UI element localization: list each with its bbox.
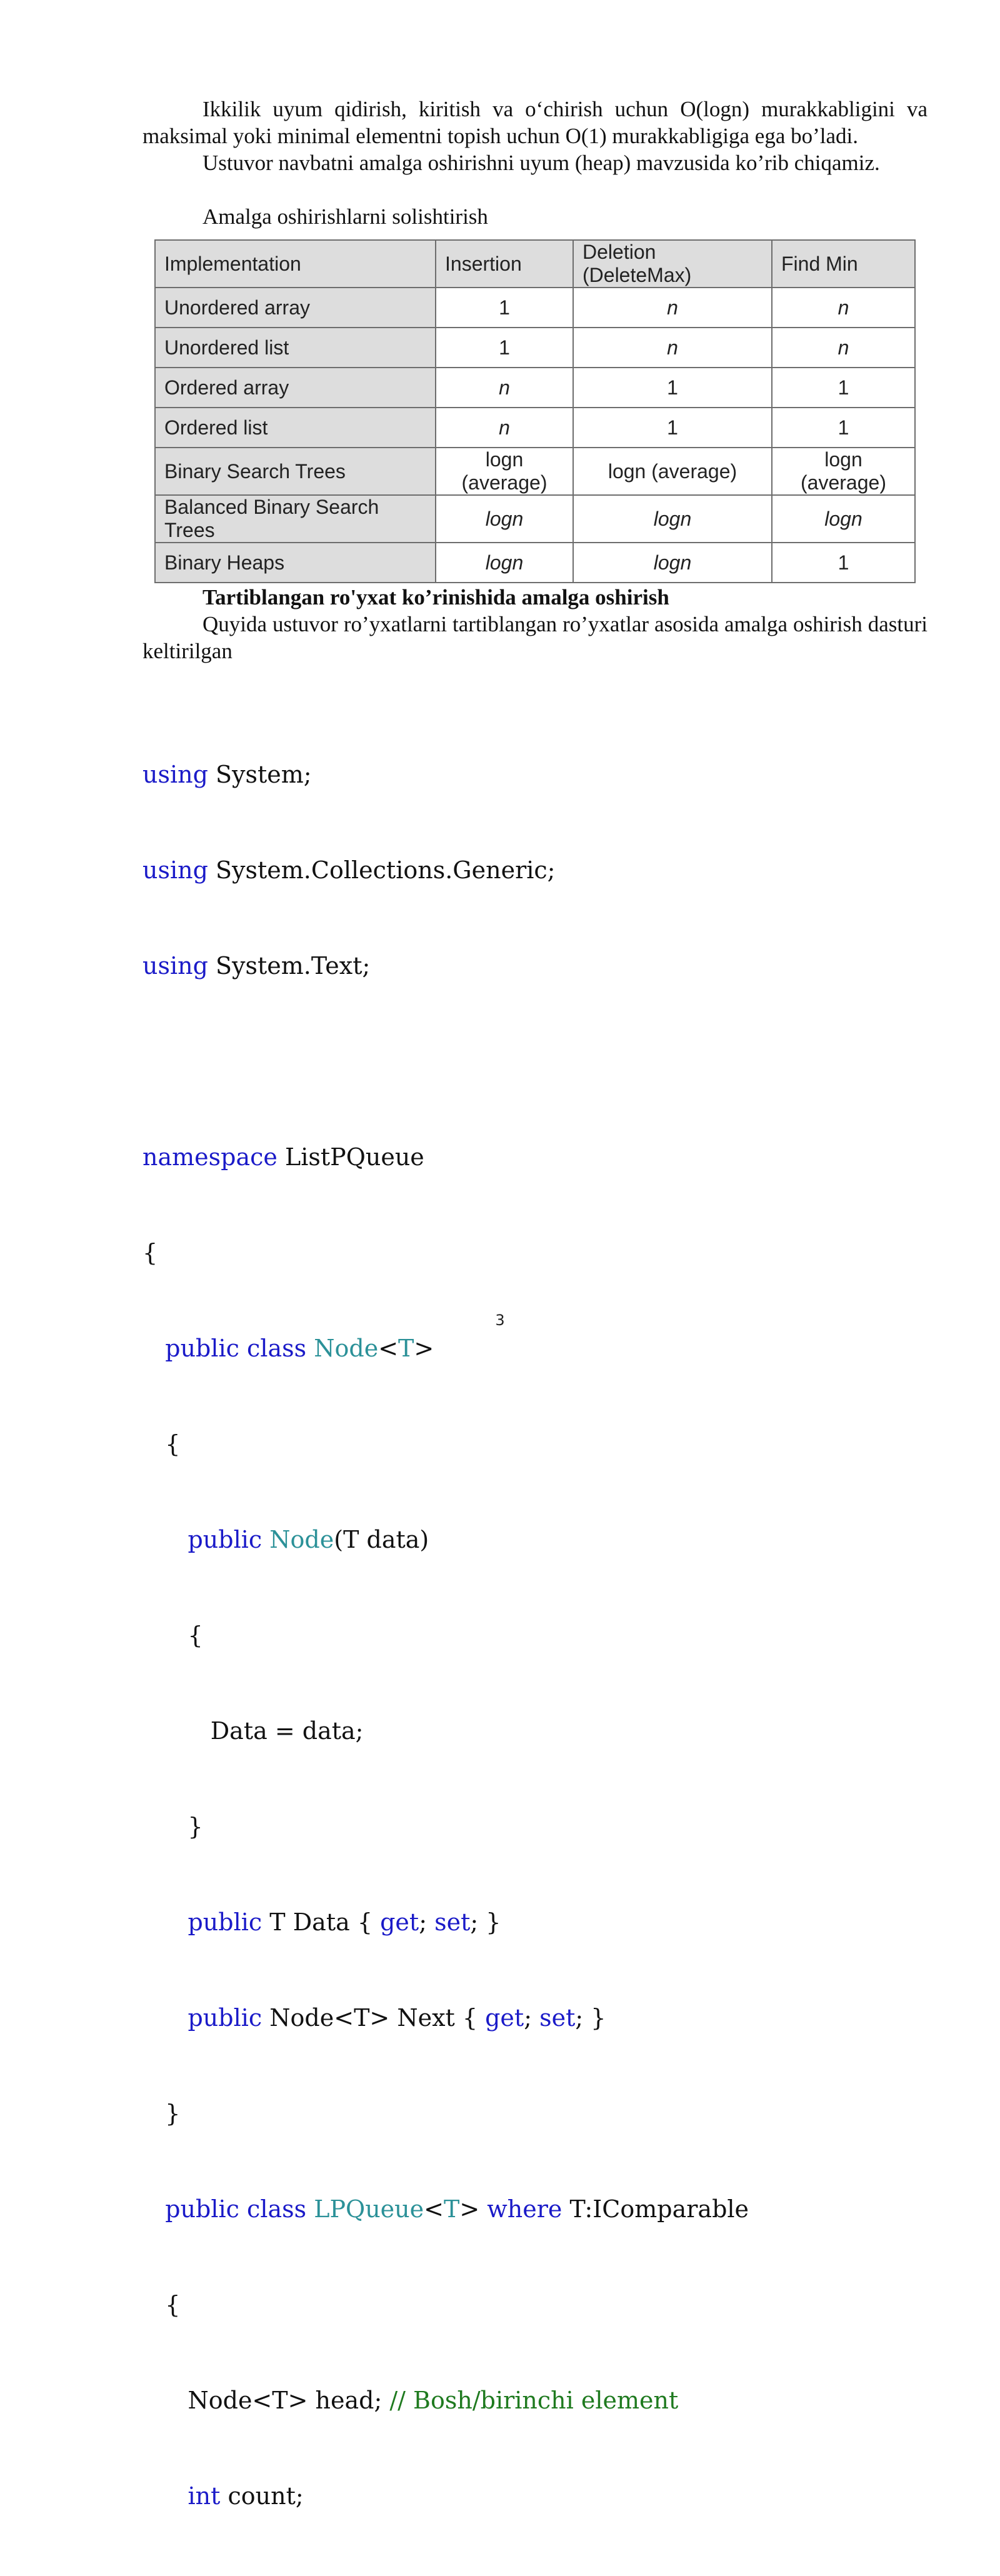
cell-find-min: 1 (772, 368, 915, 408)
code-keyword: set (539, 2004, 576, 2032)
table-row (155, 408, 915, 448)
code-line (142, 2385, 749, 2417)
code-line (142, 2289, 749, 2321)
cell-deletion: logn (573, 495, 772, 543)
table-header-row (155, 240, 915, 288)
cell-find-min: logn (772, 495, 915, 543)
cell-deletion: 1 (573, 368, 772, 408)
code-line (142, 950, 749, 982)
cell-find-min: n (772, 328, 915, 368)
header-deletion: Deletion (DeleteMax) (573, 240, 772, 288)
code-keyword: public (188, 1526, 262, 1553)
table-row (155, 543, 915, 583)
code-text: > (459, 2195, 488, 2223)
cell-insertion: n (436, 368, 573, 408)
cell-implementation: Ordered array (155, 368, 436, 408)
code-line (142, 1428, 749, 1460)
code-keyword: public class (165, 1335, 307, 1362)
table-row (155, 448, 915, 495)
code-line (142, 1333, 749, 1365)
code-text: ; } (470, 1908, 501, 1936)
cell-implementation: Binary Heaps (155, 543, 436, 583)
code-line (142, 2193, 749, 2225)
cell-insertion: logn (436, 495, 573, 543)
code-line (142, 2002, 749, 2034)
cell-deletion: logn (573, 543, 772, 583)
cell-insertion: 1 (436, 288, 573, 328)
code-text: T:IComparable (562, 2195, 749, 2223)
code-text: } (188, 1813, 203, 1840)
cell-find-min: n (772, 288, 915, 328)
code-text: > (414, 1335, 434, 1362)
code-text: Node<T> Next { (262, 2004, 486, 2032)
comparison-caption: Amalga oshirishlarni solishtirish (202, 204, 488, 229)
code-line (142, 759, 749, 791)
table-row (155, 328, 915, 368)
cell-insertion: 1 (436, 328, 573, 368)
code-text: { (165, 2291, 181, 2318)
code-keyword: where (487, 2195, 562, 2223)
code-text: ; (524, 2004, 540, 2032)
code-comment: // Bosh/birinchi element (389, 2387, 679, 2414)
code-line (142, 1811, 749, 1843)
code-text: System.Collections.Generic; (208, 856, 556, 884)
code-line (142, 1715, 749, 1747)
cell-implementation: Balanced Binary Search Trees (155, 495, 436, 543)
code-keyword: using (142, 952, 208, 980)
section-heading: Tartiblangan ro'yxat ko’rinishida amalga oshirish (202, 585, 669, 609)
page-number: 3 (495, 1311, 505, 1329)
code-text: ; (419, 1908, 435, 1936)
table-row (155, 495, 915, 543)
code-text: System.Text; (208, 952, 371, 980)
code-text: (T data) (334, 1526, 429, 1553)
code-keyword: int (188, 2482, 221, 2510)
code-line (142, 1620, 749, 1651)
code-text: count; (220, 2482, 304, 2510)
code-text: < (424, 2195, 444, 2223)
code-text: < (378, 1335, 399, 1362)
code-line (142, 1524, 749, 1556)
table-row (155, 288, 915, 328)
code-text: Node<T> head; (188, 2387, 390, 2414)
code-line (142, 2480, 749, 2512)
header-implementation: Implementation (155, 240, 436, 288)
code-line (142, 1907, 749, 1938)
code-keyword: public (188, 2004, 262, 2032)
cell-deletion: n (573, 288, 772, 328)
code-keyword: public (188, 1908, 262, 1936)
cell-insertion: logn (436, 543, 573, 583)
cell-implementation: Binary Search Trees (155, 448, 436, 495)
code-type: T (443, 2195, 460, 2223)
code-keyword: namespace (142, 1143, 278, 1171)
cell-deletion: 1 (573, 408, 772, 448)
table-row (155, 368, 915, 408)
comparison-table (154, 239, 916, 583)
code-text: ; } (575, 2004, 606, 2032)
code-text: T Data { (262, 1908, 381, 1936)
code-type: LPQueue (314, 2195, 424, 2223)
heap-paragraph: Ustuvor navbatni amalga oshirishni uyum (heap) mavzusida ko’rib chiqamiz. (202, 151, 880, 175)
code-text: { (165, 1430, 181, 1458)
cell-insertion: logn (average) (436, 448, 573, 495)
code-blank-line (142, 1046, 749, 1078)
cell-implementation: Unordered list (155, 328, 436, 368)
cell-implementation: Ordered list (155, 408, 436, 448)
code-text: Data = data; (210, 1717, 364, 1745)
code-keyword: get (485, 2004, 524, 2032)
header-find-min: Find Min (772, 240, 915, 288)
code-text: { (188, 1621, 203, 1649)
code-line (142, 854, 749, 886)
code-text: ListPQueue (277, 1143, 424, 1171)
intro-paragraph: Ikkilik uyum qidirish, kiritish va o‘chirish uchun O(logn) murakkabligini va maksimal yoki minimal elementni topish uchun O(1) murakkabligiga ega bo’ladi. (142, 97, 928, 148)
code-block (142, 695, 749, 2576)
code-line (142, 2098, 749, 2130)
cell-insertion: n (436, 408, 573, 448)
code-keyword: using (142, 761, 208, 788)
code-type: Node (314, 1335, 379, 1362)
cell-deletion: logn (average) (573, 448, 772, 495)
code-line: { (142, 1239, 158, 1266)
code-text: System; (208, 761, 312, 788)
code-line (142, 1141, 749, 1173)
code-keyword: get (380, 1908, 419, 1936)
code-text: } (165, 2100, 181, 2127)
code-type: Node (269, 1526, 334, 1553)
description-paragraph: Quyida ustuvor ro’yxatlarni tartiblangan ro’yxatlar asosida amalga oshirish dasturi keltirilgan (142, 612, 928, 663)
code-type: T (398, 1335, 414, 1362)
cell-implementation: Unordered array (155, 288, 436, 328)
code-keyword: set (434, 1908, 471, 1936)
cell-find-min: logn (average) (772, 448, 915, 495)
code-keyword: using (142, 856, 208, 884)
cell-find-min: 1 (772, 408, 915, 448)
cell-find-min: 1 (772, 543, 915, 583)
code-keyword: public class (165, 2195, 307, 2223)
header-insertion: Insertion (436, 240, 573, 288)
cell-deletion: n (573, 328, 772, 368)
